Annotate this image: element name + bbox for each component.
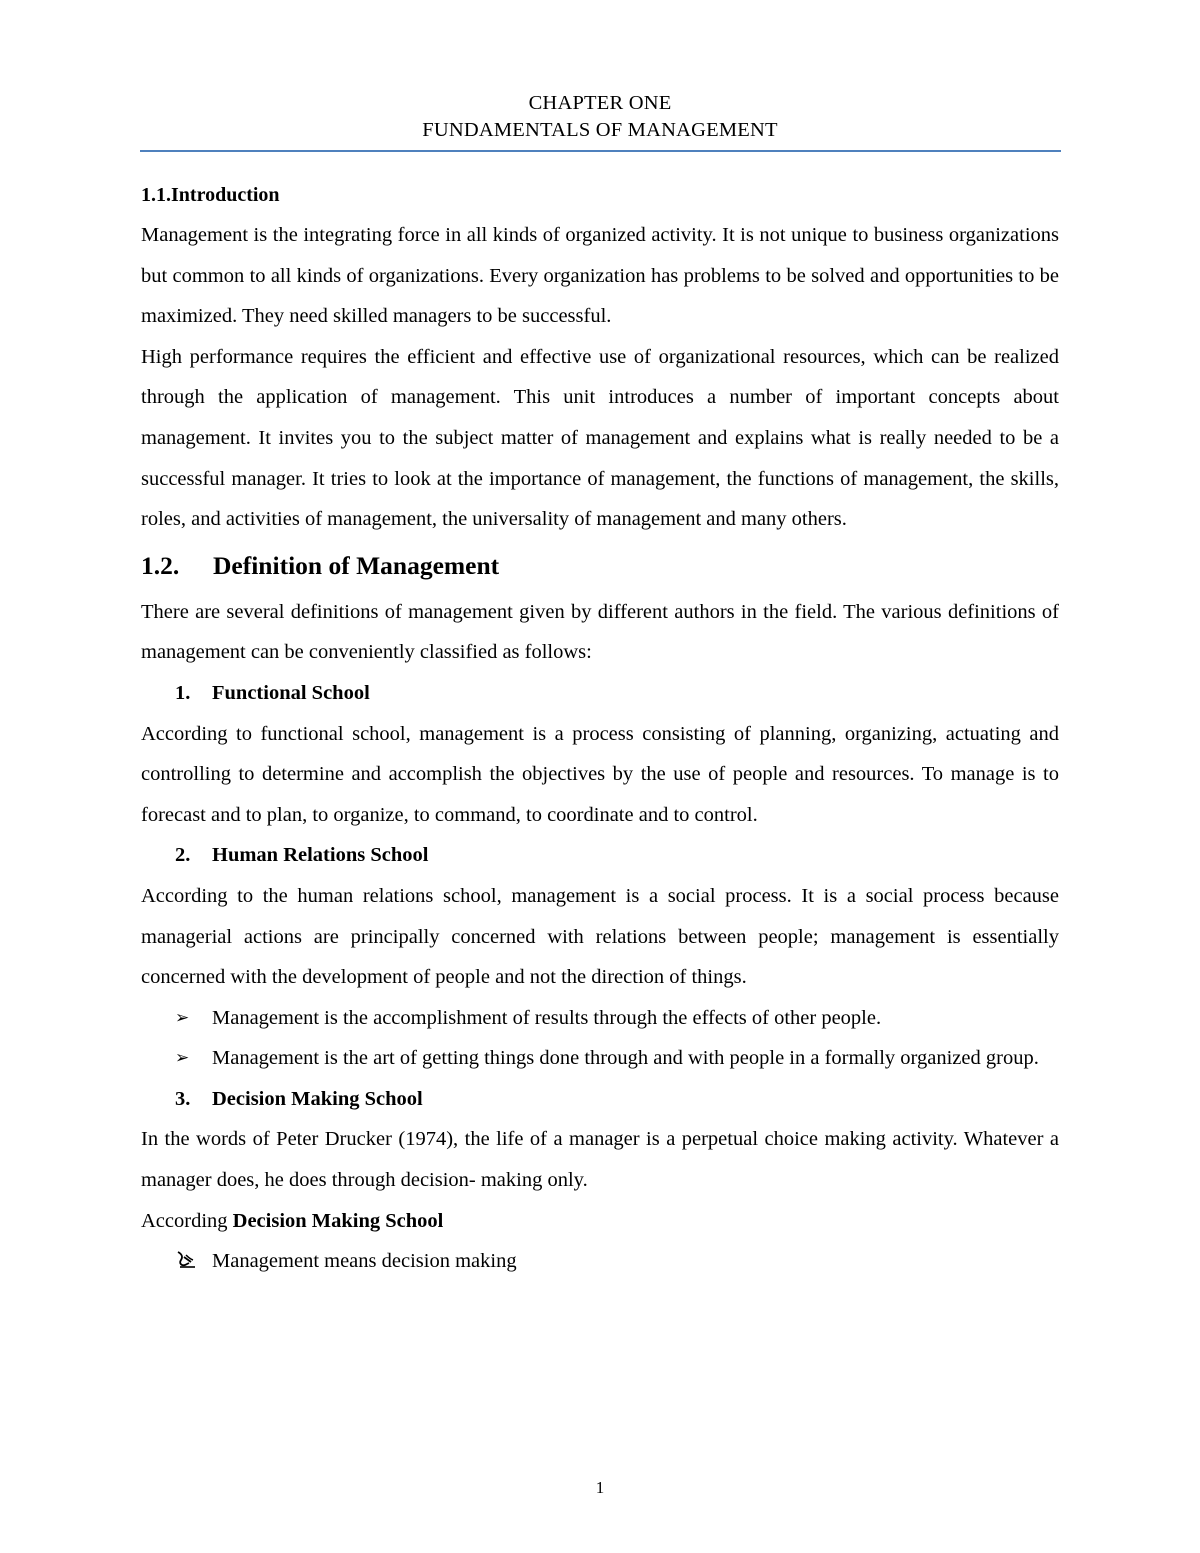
school-heading-decision-making	[141, 1079, 1059, 1120]
decision-making-school-text: In the words of Peter Drucker (1974), the life of a manager is a perpetual choice making activity. Whatever a manager does, he does through decision- making only.	[141, 1128, 1059, 1192]
page-number: 1	[595, 1478, 605, 1497]
intro-paragraph-2: High performance requires the efficient and effective use of organizational resources, which can be realized through the application of management. This unit introduces a number of important concepts about management. It invites you to the subject matter of management and explains what is really needed to be a successful manager. It tries to look at the importance of management, the functions of management, the skills, roles, and activities of management, the universality of management and many others.	[141, 345, 1059, 531]
feather-bullet-icon	[175, 1241, 212, 1282]
school-number: 3.	[175, 1087, 191, 1110]
chapter-title: FUNDAMENTALS OF MANAGEMENT	[422, 119, 778, 141]
list-item	[141, 1038, 1059, 1079]
according-prefix: According	[141, 1209, 233, 1232]
section-heading-definition	[141, 540, 1059, 592]
arrow-bullet-icon: ➢	[175, 1048, 190, 1069]
school-title: Human Relations School	[212, 844, 429, 867]
list-item	[141, 998, 1059, 1039]
chapter-label: CHAPTER ONE	[528, 92, 672, 114]
document-body	[141, 175, 1059, 1282]
school-number: 1.	[175, 681, 191, 704]
according-school-name: Decision Making School	[232, 1209, 444, 1232]
school-heading-human-relations	[141, 835, 1059, 876]
school-number: 2.	[175, 844, 191, 867]
bullet-text: Management is the art of getting things done through and with people in a formally organized group.	[212, 1047, 1039, 1070]
section-title: Definition of Management	[213, 550, 500, 580]
according-line	[141, 1201, 1059, 1242]
school-title: Functional School	[212, 681, 370, 704]
intro-paragraph-1: Management is the integrating force in all kinds of organized activity. It is not unique to business organizations but common to all kinds of organizations. Every organization has problems to be solved and opportunities to be maximized. They need skilled managers to be successful.	[141, 224, 1059, 328]
school-title: Decision Making School	[212, 1087, 423, 1110]
chapter-header	[140, 90, 1060, 144]
functional-school-text: According to functional school, management is a process consisting of planning, organizing, actuating and controlling to determine and accomplish the objectives by the use of people and resources. To manage is to forecast and to plan, to organize, to command, to coordinate and to control.	[141, 722, 1059, 826]
definition-intro: There are several definitions of management given by different authors in the field. The various definitions of management can be conveniently classified as follows:	[141, 600, 1059, 664]
arrow-bullet-icon: ➢	[175, 1007, 190, 1028]
intro-heading: 1.1.Introduction	[141, 184, 280, 206]
school-heading-functional	[141, 673, 1059, 714]
list-item	[141, 1241, 1059, 1282]
header-rule	[140, 150, 1061, 152]
bullet-text: Management means decision making	[212, 1250, 517, 1273]
bullet-text: Management is the accomplishment of results through the effects of other people.	[212, 1006, 882, 1029]
section-number: 1.2.	[141, 550, 180, 580]
human-relations-school-text: According to the human relations school, management is a social process. It is a social process because managerial actions are principally concerned with relations between people; management is essentially concerned with the development of people and not the direction of things.	[141, 884, 1059, 989]
